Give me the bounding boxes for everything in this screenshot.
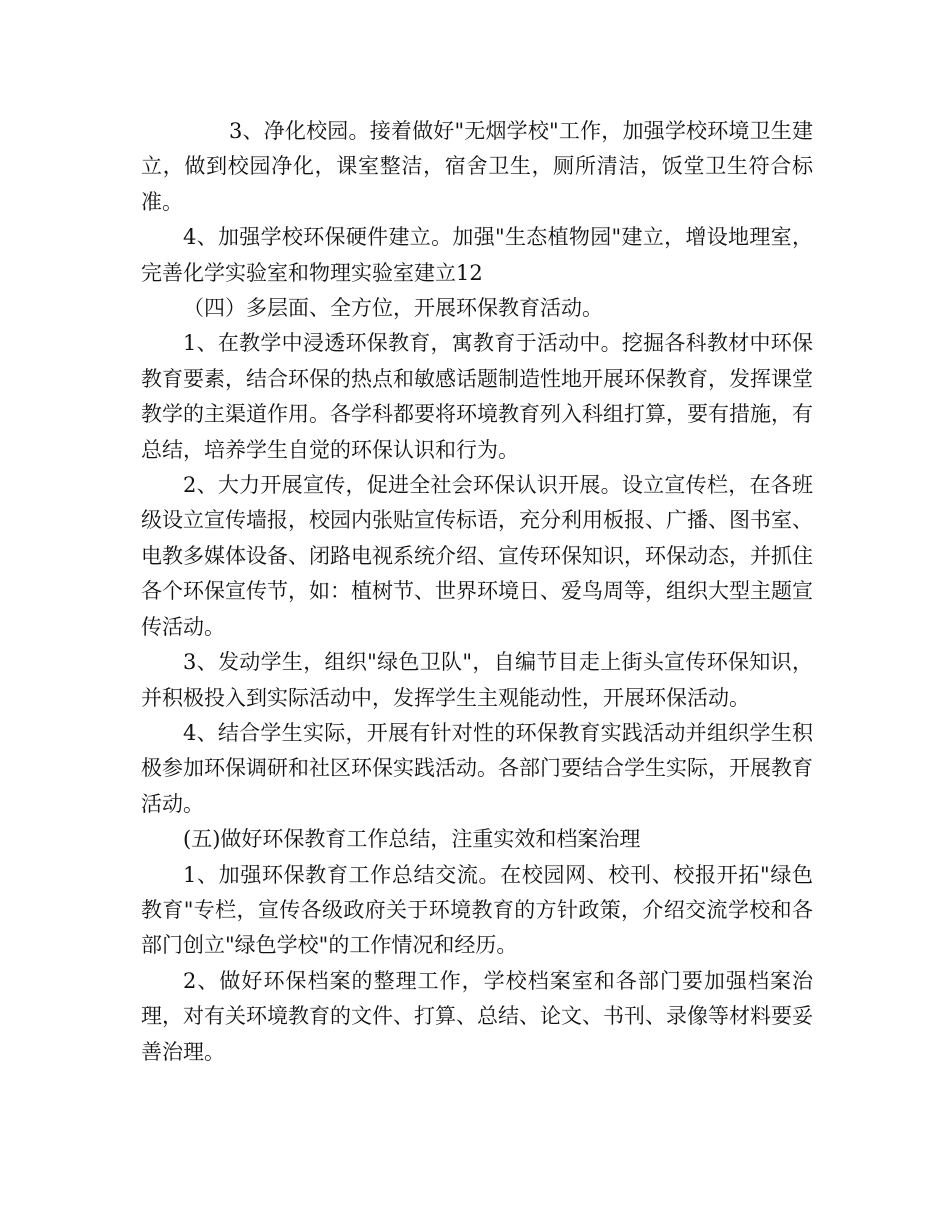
section-heading-4: （四）多层面、全方位，开展环保教育活动。 bbox=[183, 296, 603, 321]
paragraph-5: 3、发动学生，组织"绿色卫队"，自编节目走上街头宣传环保知识，并积极投入到实际活动中，发挥学生主观能动性，开展环保活动。 bbox=[141, 650, 813, 710]
paragraph-2: 4、加强学校环保硬件建立。加强"生态植物园"建立，增设地理室，完善化学实验室和物理实验室建立12 bbox=[141, 225, 813, 285]
paragraph-4: 2、大力开展宣传，促进全社会环保认识开展。设立宣传栏，在各班级设立宣传墙报，校园内张贴宣传标语，充分利用板报、广播、图书室、电教多媒体设备、闭路电视系统介绍、宣传环保知识，环保动态，并抓住各个环保宣传节，如：植树节、世界环境日、爱鸟周等，组织大型主题宣传活动。 bbox=[141, 473, 813, 639]
paragraph-8: 2、做好环保档案的整理工作，学校档案室和各部门要加强档案治理，对有关环境教育的文件、打算、总结、论文、书刊、录像等材料要妥善治理。 bbox=[141, 968, 813, 1064]
section-heading-5: (五)做好环保教育工作总结，注重实效和档案治理 bbox=[183, 827, 641, 852]
document-body bbox=[141, 114, 813, 1070]
paragraph-1: 3、净化校园。接着做好"无烟学校"工作，加强学校环境卫生建立，做到校园净化，课室整洁，宿舍卫生，厕所清洁，饭堂卫生符合标准。 bbox=[141, 119, 813, 214]
paragraph-7: 1、加强环保教育工作总结交流。在校园网、校刊、校报开拓"绿色教育"专栏，宣传各级政府关于环境教育的方针政策，介绍交流学校和各部门创立"绿色学校"的工作情况和经历。 bbox=[141, 862, 813, 958]
paragraph-6: 4、结合学生实际，开展有针对性的环保教育实践活动并组织学生积极参加环保调研和社区环保实践活动。各部门要结合学生实际，开展教育活动。 bbox=[141, 720, 813, 816]
paragraph-3: 1、在教学中浸透环保教育，寓教育于活动中。挖掘各科教材中环保教育要素，结合环保的热点和敏感话题制造性地开展环保教育，发挥课堂教学的主渠道作用。各学科都要将环境教育列入科组打算，要有措施，有总结，培养学生自觉的环保认识和行为。 bbox=[141, 331, 813, 462]
